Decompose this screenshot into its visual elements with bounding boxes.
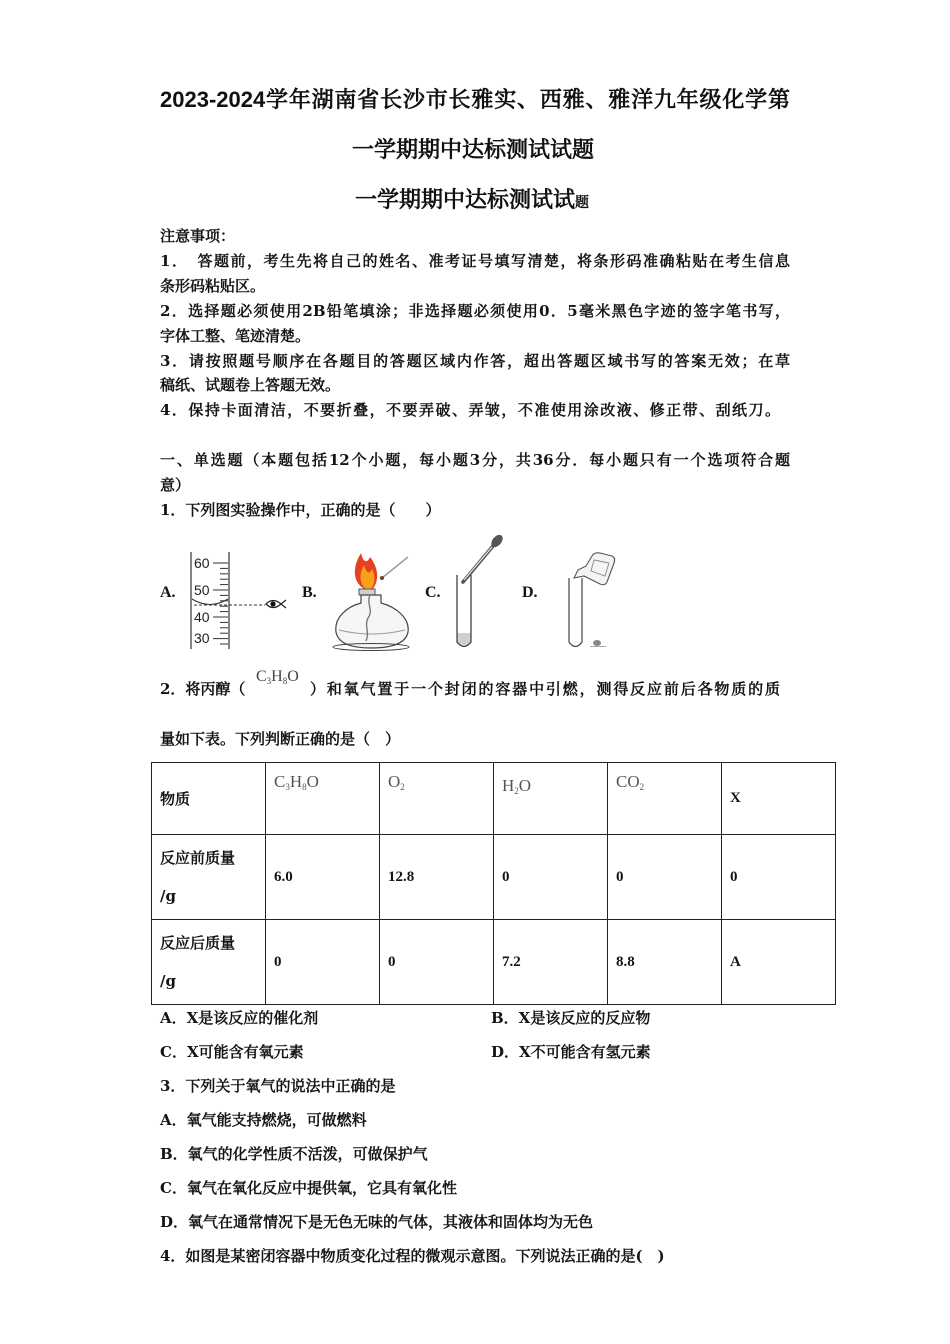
value-after-o2: 0 bbox=[388, 953, 396, 970]
dropper-glass-highlight bbox=[464, 547, 492, 580]
section-heading: 一、单选题（本题包括12个小题，每小题3分，共36分．每小题只有一个选项符合题 bbox=[160, 451, 790, 469]
table-cell bbox=[380, 920, 494, 1005]
notice-line: 4．保持卡面清洁，不要折叠，不要弄破、弄皱，不准使用涂改液、修正带、刮纸刀。 bbox=[160, 401, 780, 419]
notice-line: 字体工整、笔迹清楚。 bbox=[160, 327, 311, 345]
value-after-co2: 8.8 bbox=[616, 953, 635, 970]
test-tube bbox=[569, 578, 582, 647]
cylinder-scale-label: 50 bbox=[194, 582, 210, 598]
header-substance: 物质 bbox=[160, 790, 191, 808]
row-label-after: 反应后质量 bbox=[160, 934, 236, 952]
pouring-test-tube-figure bbox=[552, 550, 620, 652]
table-cell bbox=[494, 920, 608, 1005]
graduated-cylinder-figure bbox=[180, 548, 295, 653]
q2-stem-prefix: 2．将丙醇（ bbox=[160, 680, 246, 698]
q1-label-d: D. bbox=[522, 584, 538, 601]
title-line-2: 一学期期中达标测试试题 bbox=[352, 137, 595, 162]
formula-part: H bbox=[271, 668, 283, 685]
title-line-3-tail: 题 bbox=[575, 194, 590, 210]
q2-stem-line2: 量如下表。下列判断正确的是（ ） bbox=[160, 730, 401, 748]
formula-subscript: 3 bbox=[266, 676, 272, 686]
q2-option-b: B．X是该反应的反应物 bbox=[491, 1009, 651, 1027]
q4-stem: 4．如图是某密闭容器中物质变化过程的微观示意图。下列说法正确的是( ) bbox=[160, 1247, 665, 1265]
table-cell bbox=[152, 763, 266, 835]
table-cell bbox=[608, 835, 722, 920]
table-cell bbox=[494, 763, 608, 835]
notice-line: 稿纸、试题卷上答题无效。 bbox=[160, 376, 341, 394]
lamp-body bbox=[336, 595, 408, 648]
match-stick bbox=[382, 557, 408, 578]
table-cell bbox=[152, 835, 266, 920]
eye-lash bbox=[281, 600, 286, 608]
header-h2o: $H_2O$ bbox=[502, 776, 532, 796]
q1-stem: 1．下列图实验操作中，正确的是（ ） bbox=[160, 501, 441, 519]
title-line-1: 2023-2024学年湖南省长沙市长雅实、西雅、雅洋九年级化学第 bbox=[160, 87, 790, 112]
header-co2: $CO_2$ bbox=[616, 772, 645, 792]
formula-subscript: 8 bbox=[282, 676, 288, 686]
q2-option-d: D．X不可能含有氢元素 bbox=[491, 1043, 651, 1061]
table-cell bbox=[494, 835, 608, 920]
reagent-bottle bbox=[574, 553, 615, 585]
table-cell bbox=[266, 763, 380, 835]
header-c3h8o: $C_3H_8O$ bbox=[274, 772, 319, 792]
eye-pupil bbox=[270, 601, 275, 606]
cylinder-scale-label: 30 bbox=[194, 630, 210, 646]
value-before-o2: 12.8 bbox=[388, 868, 415, 885]
table-cell bbox=[722, 763, 836, 835]
value-after-c3h8o: 0 bbox=[274, 953, 282, 970]
q2-stem-suffix: ）和氧气置于一个封闭的容器中引燃，测得反应前后各物质的质 bbox=[310, 680, 780, 698]
q1-label-a: A. bbox=[160, 584, 176, 601]
q1-label-b: B. bbox=[302, 584, 317, 601]
formula-part: O bbox=[287, 668, 299, 685]
meniscus bbox=[192, 599, 228, 605]
alcohol-lamp-figure bbox=[326, 548, 416, 653]
table-cell bbox=[266, 920, 380, 1005]
header-o2: $O_2$ bbox=[388, 772, 405, 792]
q1-label-c: C. bbox=[425, 584, 441, 601]
value-after-h2o: 7.2 bbox=[502, 953, 521, 970]
table-row-header bbox=[152, 763, 836, 835]
title-line-3-main: 一学期期中达标测试试 bbox=[355, 187, 576, 212]
table-cell bbox=[152, 920, 266, 1005]
table-cell bbox=[380, 763, 494, 835]
table-cell bbox=[608, 920, 722, 1005]
table-row-before bbox=[152, 835, 836, 920]
value-before-c3h8o: 6.0 bbox=[274, 868, 293, 885]
mass-table bbox=[151, 762, 836, 1005]
q3-option-a: A．氧气能支持燃烧，可做燃料 bbox=[160, 1111, 367, 1129]
table-cell bbox=[266, 835, 380, 920]
formula-part: C bbox=[256, 668, 267, 685]
notice-line: 1． 答题前，考生先将自己的姓名、准考证号填写清楚，将条形码准确粘贴在考生信息 bbox=[160, 252, 790, 270]
notice-line: 3．请按照题号顺序在各题目的答题区域内作答，超出答题区域书写的答案无效；在草 bbox=[160, 352, 790, 370]
value-before-co2: 0 bbox=[616, 868, 624, 885]
notice-line: 条形码粘贴区。 bbox=[160, 277, 266, 295]
cylinder-scale-label: 40 bbox=[194, 609, 210, 625]
row-unit: /g bbox=[160, 887, 176, 905]
wick-holder bbox=[359, 589, 375, 595]
title-line-3 bbox=[355, 185, 589, 217]
q3-option-c: C．氧气在氧化反应中提供氧，它具有氧化性 bbox=[160, 1179, 457, 1197]
value-before-x: 0 bbox=[730, 868, 738, 885]
row-unit: /g bbox=[160, 972, 176, 990]
q2-option-a: A．X是该反应的催化剂 bbox=[160, 1009, 319, 1027]
notice-line: 2．选择题必须使用2B铅笔填涂；非选择题必须使用0．5毫米黑色字迹的签字笔书写， bbox=[160, 302, 790, 320]
value-after-x: A bbox=[730, 953, 741, 970]
q2-formula-c3h8o bbox=[256, 668, 299, 686]
q3-option-b: B．氧气的化学性质不活泼，可做保护气 bbox=[160, 1145, 428, 1163]
value-before-h2o: 0 bbox=[502, 868, 510, 885]
table-row-after bbox=[152, 920, 836, 1005]
table-cell bbox=[380, 835, 494, 920]
q3-option-d: D．氧气在通常情况下是无色无味的气体，其液体和固体均为无色 bbox=[160, 1213, 594, 1231]
cylinder-scale-label: 60 bbox=[194, 555, 210, 571]
test-tube-liquid bbox=[458, 633, 471, 646]
row-label-before: 反应前质量 bbox=[160, 849, 236, 867]
header-x: X bbox=[730, 790, 741, 806]
match-head bbox=[380, 576, 384, 580]
section-heading-cont: 意） bbox=[160, 476, 191, 494]
notice-heading: 注意事项： bbox=[160, 227, 236, 245]
solid-pellet bbox=[593, 640, 601, 646]
q3-stem: 3．下列关于氧气的说法中正确的是 bbox=[160, 1077, 396, 1095]
table-cell bbox=[722, 835, 836, 920]
table-cell bbox=[608, 763, 722, 835]
dropper-test-tube-figure bbox=[448, 530, 510, 652]
table-cell bbox=[722, 920, 836, 1005]
q2-option-c: C．X可能含有氧元素 bbox=[160, 1043, 304, 1061]
